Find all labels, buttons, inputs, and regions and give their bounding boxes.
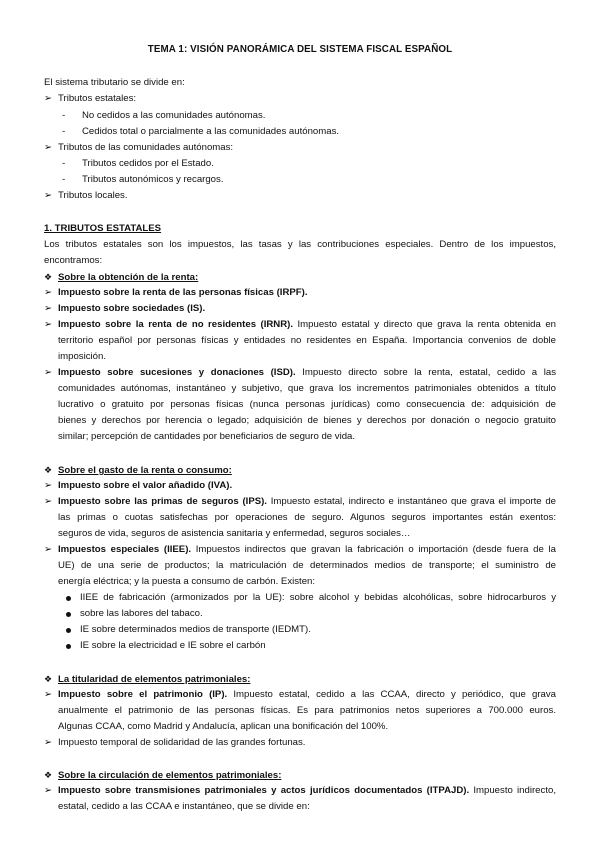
diamond-bullet-icon: ❖ bbox=[44, 674, 53, 684]
section-heading: 1. TRIBUTOS ESTATALES bbox=[44, 223, 162, 234]
intro-ccaa-sub1: Tributos cedidos por el Estado. bbox=[82, 158, 214, 169]
list-item: ➢ Impuesto sobre la renta de no residentes (IRNR). Impuesto estatal y directo que grava la renta obtenida en bbox=[44, 317, 556, 333]
subsection-heading: ❖ Sobre la obtención de la renta: bbox=[44, 269, 198, 286]
arrow-bullet-icon: ➢ bbox=[44, 142, 53, 153]
intro-ccaa: Tributos de las comunidades autónomas: bbox=[58, 142, 234, 153]
list-item: ➢ Impuestos especiales (IIEE). Impuestos indirectos que gravan la fabricación o importación (desde fuera de la bbox=[44, 542, 556, 558]
page-title: TEMA 1: VISIÓN PANORÁMICA DEL SISTEMA FISCAL ESPAÑOL bbox=[147, 44, 453, 55]
list-item: ➢ Impuesto sobre las primas de seguros (IPS). Impuesto estatal, indirecto e instantáneo que grava el importe de bbox=[44, 494, 556, 510]
intro-est-sub1: No cedidos a las comunidades autónomas. bbox=[82, 110, 266, 121]
paragraph-line: energía eléctrica; y la puesta a consumo de carbón. Existen: bbox=[58, 576, 316, 587]
list-item: ➢ Impuesto temporal de solidaridad de las grandes fortunas. bbox=[44, 735, 305, 751]
intro-estatales: Tributos estatales: bbox=[58, 93, 137, 104]
paragraph-line: las primas o cuotas satisfechas por operaciones de seguro. Algunos seguros importantes están exentos: bbox=[58, 512, 556, 523]
arrow-bullet-icon: ➢ bbox=[44, 544, 53, 555]
round-bullet-icon bbox=[66, 628, 71, 633]
dash-bullet-icon: - bbox=[62, 174, 66, 185]
list-item bbox=[62, 108, 265, 124]
list-item bbox=[62, 124, 339, 140]
round-bullet-icon bbox=[66, 596, 71, 601]
intro-est-sub2: Cedidos total o parcialmente a las comunidades autónomas. bbox=[82, 126, 340, 137]
arrow-bullet-icon: ➢ bbox=[44, 496, 53, 507]
arrow-bullet-icon: ➢ bbox=[44, 190, 53, 201]
paragraph-line: territorio español por personas físicas y entidades no residentes en España. Importancia convenios de doble bbox=[58, 335, 556, 346]
list-item: ➢ Impuesto sobre el valor añadido (IVA). bbox=[44, 478, 232, 494]
round-bullet-icon bbox=[66, 612, 71, 617]
paragraph-line: anualmente el patrimonio de las personas físicas. Es para patrimonios netos superiores a 700.000 euros. bbox=[58, 705, 556, 716]
intro-lead: El sistema tributario se divide en: bbox=[44, 77, 185, 88]
arrow-bullet-icon: ➢ bbox=[44, 287, 53, 298]
intro-ccaa-sub2: Tributos autonómicos y recargos. bbox=[82, 174, 224, 185]
paragraph-line: encontramos: bbox=[44, 255, 103, 266]
subsection-heading: ❖ Sobre la circulación de elementos patrimoniales: bbox=[44, 767, 281, 784]
sub-list-item: IE sobre determinados medios de transporte (IEDMT). bbox=[80, 624, 311, 635]
sub-list-item: IIEE de fabricación (armonizados por la UE): sobre alcohol y bebidas alcohólicas, sobre hidrocarburos y bbox=[80, 592, 556, 603]
arrow-bullet-icon: ➢ bbox=[44, 785, 53, 796]
arrow-bullet-icon: ➢ bbox=[44, 93, 53, 104]
sub-list-item: IE sobre la electricidad e IE sobre el carbón bbox=[80, 640, 266, 651]
paragraph-line: seguros de vida, seguros de asistencia sanitaria y enfermedad, seguros sociales… bbox=[58, 528, 411, 539]
paragraph-line: comunidades autónomas, instantáneo y subjetivo, que grava los incrementos patrimoniales obtenidos a título bbox=[58, 383, 556, 394]
paragraph-line: estatal, cedido a las CCAA e instantáneo, que se divide en: bbox=[58, 801, 310, 812]
list-item: ➢ Impuesto sobre el patrimonio (IP). Impuesto estatal, cedido a las CCAA, directo y periódico, que grava bbox=[44, 687, 556, 703]
arrow-bullet-icon: ➢ bbox=[44, 319, 53, 330]
arrow-bullet-icon: ➢ bbox=[44, 367, 53, 378]
paragraph-line: Algunas CCAA, como Madrid y Andalucía, aplican una bonificación del 100%. bbox=[58, 721, 389, 732]
round-bullet-icon bbox=[66, 644, 71, 649]
dash-bullet-icon: - bbox=[62, 158, 66, 169]
list-item bbox=[44, 91, 136, 107]
list-item bbox=[44, 140, 233, 156]
diamond-bullet-icon: ❖ bbox=[44, 272, 53, 282]
paragraph-line: Los tributos estatales son los impuestos, las tasas y las contribuciones especiales. Dentro de los impuestos, bbox=[44, 239, 556, 250]
arrow-bullet-icon: ➢ bbox=[44, 303, 53, 314]
paragraph-line: imposición. bbox=[58, 351, 106, 362]
arrow-bullet-icon: ➢ bbox=[44, 480, 53, 491]
list-item bbox=[44, 188, 128, 204]
paragraph-line: lucrativo o gratuito por personas físicas (nunca personas jurídicas) como consecuencia de: adquisición de bbox=[58, 399, 556, 410]
intro-locales: Tributos locales. bbox=[58, 190, 128, 201]
sub-list-item-cont: sobre las labores del tabaco. bbox=[80, 608, 203, 619]
dash-bullet-icon: - bbox=[62, 110, 66, 121]
list-item bbox=[62, 156, 214, 172]
paragraph-line: UE) de una serie de productos; la matriculación de determinados medios de transporte; el suministro de bbox=[58, 560, 556, 571]
diamond-bullet-icon: ❖ bbox=[44, 770, 53, 780]
arrow-bullet-icon: ➢ bbox=[44, 689, 53, 700]
dash-bullet-icon: - bbox=[62, 126, 66, 137]
paragraph-line: bienes y derechos por herencia o legado; adquisición de bienes y derechos por donación o negocio gratuito bbox=[58, 415, 556, 426]
paragraph-line: similar; percepción de cantidades por beneficiarios de seguro de vida. bbox=[58, 431, 356, 442]
list-item bbox=[62, 172, 223, 188]
list-item: ➢ Impuesto sobre transmisiones patrimoniales y actos jurídicos documentados (ITPAJD). Impuesto indirecto, bbox=[44, 783, 556, 799]
list-item: ➢ Impuesto sobre sucesiones y donaciones (ISD). Impuesto directo sobre la renta, estatal, cedido a las bbox=[44, 365, 556, 381]
arrow-bullet-icon: ➢ bbox=[44, 737, 53, 748]
list-item: ➢ Impuesto sobre la renta de las personas físicas (IRPF). bbox=[44, 285, 308, 301]
list-item: ➢ Impuesto sobre sociedades (IS). bbox=[44, 301, 205, 317]
diamond-bullet-icon: ❖ bbox=[44, 465, 53, 475]
subsection-heading: ❖ La titularidad de elementos patrimoniales: bbox=[44, 671, 250, 688]
subsection-heading: ❖ Sobre el gasto de la renta o consumo: bbox=[44, 462, 232, 479]
